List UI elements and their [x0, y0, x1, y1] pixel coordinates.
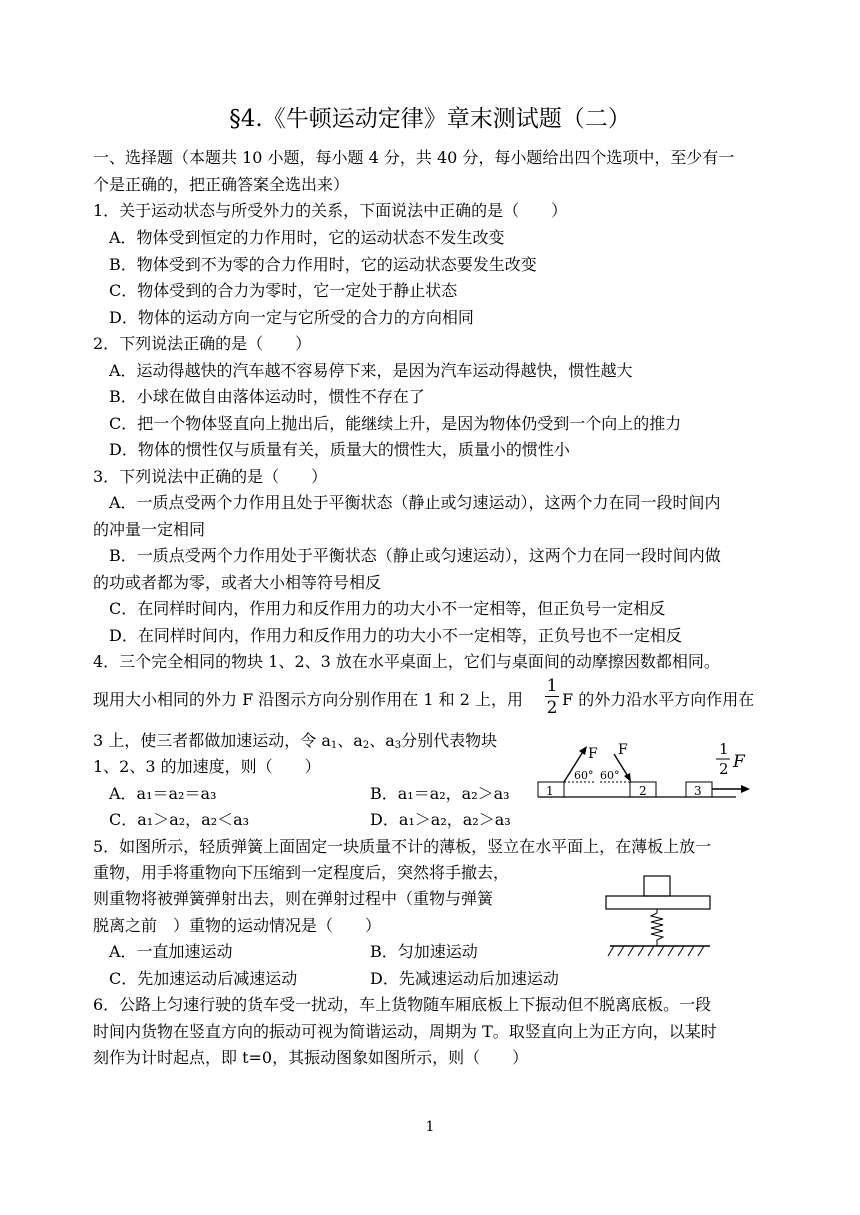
force-label-1: F — [588, 746, 598, 762]
half-f-symbol: F — [733, 752, 745, 772]
q4-fraction-numerator: 1 — [546, 676, 558, 696]
spring — [651, 909, 663, 946]
q4-stem-line3: 3 上，使三者都做加速运动，令 $a_1$、$a_2$、$a_3$分别代表物块 — [93, 731, 498, 751]
q1-option-a: A．物体受到恒定的力作用时，它的运动状态不发生改变 — [109, 228, 505, 247]
q4-option-a: A．a₁＝a₂＝a₃ — [109, 784, 217, 803]
q2-stem: 2．下列说法正确的是（ ） — [93, 334, 312, 353]
section-heading: 一、选择题（本题共 10 小题，每小题 4 分，共 40 分，每小题给出四个选项中，至少有一 — [93, 148, 735, 167]
force-arrow-1-head — [579, 746, 587, 755]
q6-stem-line1: 6．公路上匀速行驶的货车受一扰动，车上货物随车厢底板上下振动但不脱离底板。一段 — [93, 995, 712, 1014]
q1-option-b: B．物体受到不为零的合力作用时，它的运动状态要发生改变 — [109, 255, 537, 274]
block-2-label: 2 — [639, 784, 647, 798]
q4-stem-line2b: F 的外力沿水平方向作用在 — [562, 690, 755, 709]
q4-option-b: B．a₁＝a₂，a₂＞a₃ — [370, 784, 510, 803]
q6-stem-line3: 刻作为计时起点，即 t=0，其振动图象如图所示，则（ ） — [93, 1048, 529, 1067]
q1-stem: 1．关于运动状态与所受外力的关系，下面说法中正确的是（ ） — [93, 201, 568, 220]
angle-label-1: 60° — [574, 769, 594, 782]
half-f-denominator: 2 — [719, 760, 729, 778]
q5-option-a: A．一直加速运动 — [109, 942, 233, 961]
page-title: §4.《牛顿运动定律》章末测试题（二） — [229, 106, 631, 132]
q5-stem-line1: 5．如图所示，轻质弹簧上面固定一块质量不计的薄板，竖立在水平面上，在薄板上放一 — [93, 837, 712, 856]
q4-fraction-bar — [545, 696, 559, 697]
q3-option-b-cont: 的功或者都为零，或者大小相等符号相反 — [93, 573, 382, 592]
q3-option-b: B．一质点受两个力作用处于平衡状态（静止或匀速运动），这两个力在同一段时间内做 — [109, 546, 721, 565]
block-3-label: 3 — [694, 784, 702, 798]
q2-option-d: D．物体的惯性仅与质量有关，质量大的惯性大，质量小的惯性小 — [109, 440, 570, 459]
weight-block — [644, 876, 670, 896]
q3-option-a: A．一质点受两个力作用且处于平衡状态（静止或匀速运动），这两个力在同一段时间内 — [109, 493, 721, 512]
q6-stem-line2: 时间内货物在竖直方向的振动可视为简谐运动，周期为 T。取竖直向上为正方向，以某时 — [93, 1022, 717, 1041]
q2-option-b: B．小球在做自由落体运动时，惯性不存在了 — [109, 387, 425, 406]
q3-option-c: C．在同样时间内，作用力和反作用力的功大小不一定相等，但正负号一定相反 — [109, 599, 666, 618]
q5-stem-line4: 脱离之前 ）重物的运动情况是（ ） — [93, 916, 382, 935]
q5-stem-line3: 则重物将被弹簧弹射出去，则在弹射过程中（重物与弹簧 — [93, 889, 494, 908]
q5-option-c: C．先加速运动后减速运动 — [109, 969, 298, 988]
q4-stem-line4: 1、2、3 的加速度，则（ ） — [93, 757, 321, 776]
force-arrow-3-head — [741, 785, 750, 793]
force-arrow-2-head — [624, 773, 631, 782]
q5-stem-line2: 重物，用手将重物向下压缩到一定程度后，突然将手撤去， — [93, 863, 510, 882]
block-1-label: 1 — [546, 784, 554, 798]
force-label-2: F — [618, 742, 628, 758]
q4-blocks-figure — [530, 738, 760, 804]
q3-stem: 3．下列说法中正确的是（ ） — [93, 467, 328, 486]
q4-stem-line2a: 现用大小相同的外力 F 沿图示方向分别作用在 1 和 2 上，用 — [93, 690, 523, 709]
q4-option-d: D．a₁＞a₂，a₂＞a₃ — [370, 810, 511, 829]
q5-option-d: D．先减速运动后加速运动 — [370, 969, 559, 988]
page-number: 1 — [425, 1119, 435, 1135]
thin-plate — [606, 896, 710, 909]
ground-hatching — [608, 946, 704, 956]
q4-option-c: C．a₁＞a₂，a₂＜a₃ — [109, 810, 250, 829]
q5-spring-figure — [600, 872, 720, 964]
q3-option-a-cont: 的冲量一定相同 — [93, 520, 206, 539]
angle-label-2: 60° — [600, 769, 620, 782]
q1-option-c: C．物体受到的合力为零时，它一定处于静止状态 — [109, 281, 458, 300]
q3-option-d: D．在同样时间内，作用力和反作用力的功大小不一定相等，正负号也不一定相反 — [109, 626, 682, 645]
q2-option-a: A．运动得越快的汽车越不容易停下来，是因为汽车运动得越快，惯性越大 — [109, 361, 633, 380]
q4-fraction-denominator: 2 — [546, 698, 558, 718]
q5-option-b: B．匀加速运动 — [370, 942, 478, 961]
half-f-numerator: 1 — [719, 740, 729, 758]
section-heading-cont: 个是正确的，把正确答案全选出来） — [93, 175, 350, 194]
q4-stem-line1: 4．三个完全相同的物块 1、2、3 放在水平桌面上，它们与桌面间的动摩擦因数都相同。 — [93, 652, 720, 671]
q2-option-c: C．把一个物体竖直向上抛出后，能继续上升，是因为物体仍受到一个向上的推力 — [109, 414, 682, 433]
q1-option-d: D．物体的运动方向一定与它所受的合力的方向相同 — [109, 308, 474, 327]
